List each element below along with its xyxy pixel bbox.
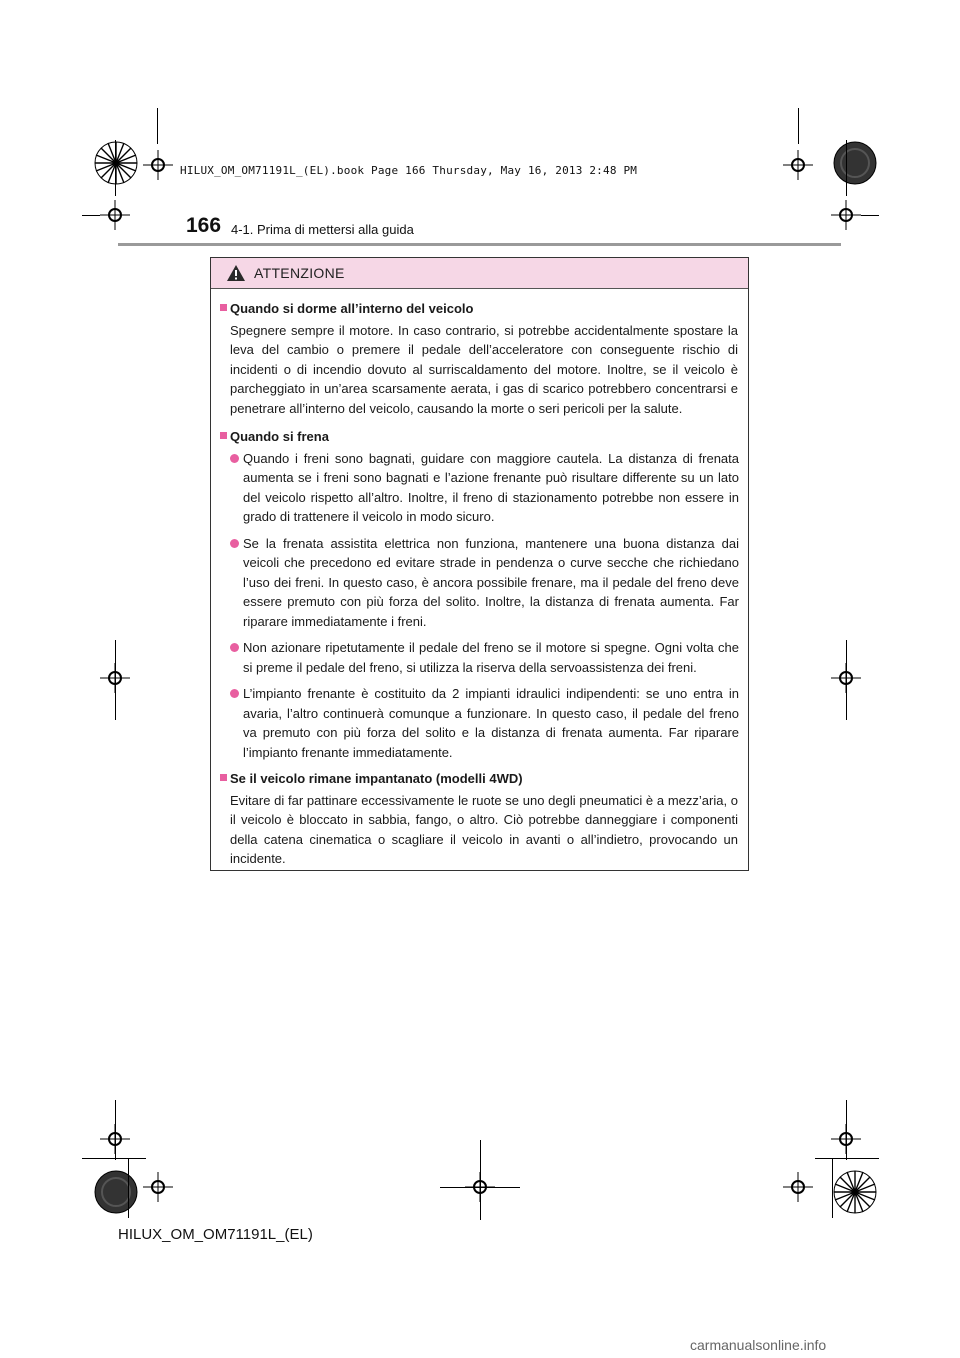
site-watermark: carmanualsonline.info — [690, 1337, 827, 1353]
crop-line — [440, 1187, 520, 1188]
crop-line — [798, 108, 799, 144]
crop-line — [846, 640, 847, 720]
warning-box — [210, 257, 749, 871]
crop-line — [128, 1158, 129, 1218]
bullet-item: Se la frenata assistita elettrica non funziona, mantenere una buona distanza dai veicoli che precedono ed evitare strade in pendenza o curve secche che richiedano l’uso dei freni. In questo caso, è ancora possibile frenare, ma il pedale del freno deve essere premuto con più forza del solito. Inoltre, la distanza di frenata aumenta. Far riparare immediatamente i freni. — [243, 534, 739, 632]
crop-line — [480, 1140, 481, 1220]
bullet-item: Non azionare ripetutamente il pedale del freno se il motore si spegne. Ogni volta che si preme il pedale del freno, si utilizza la riserva della servoassistenza dei freni. — [243, 638, 739, 677]
crosshair-icon — [100, 200, 130, 230]
crosshair-icon — [143, 1172, 173, 1202]
warning-section — [211, 299, 748, 418]
square-bullet-icon — [220, 774, 227, 781]
crop-line — [115, 640, 116, 720]
square-bullet-icon — [220, 432, 227, 439]
warning-section — [211, 427, 748, 762]
circle-bullet-icon — [230, 643, 239, 652]
crop-line — [846, 140, 847, 196]
book-info: HILUX_OM_OM71191L_(EL).book Page 166 Thursday, May 16, 2013 2:48 PM — [180, 164, 638, 177]
crop-line — [82, 215, 100, 216]
crop-line — [861, 215, 879, 216]
bullet-item: L’impianto frenante è costituito da 2 impianti idraulici indipendenti: se uno entra in avaria, l’altro continuerà comunque a funzionare. In questo caso, il pedale del freno va premuto con più forza del solito e la distanza di frenata aumenta. Far riparare l’impianto frenante immediatamente. — [243, 684, 739, 762]
page-number: 166 — [186, 214, 222, 237]
bullet-item: Quando i freni sono bagnati, guidare con maggiore cautela. La distanza di frenata aumenta se i freni sono bagnati e l’azione frenante può risultare differente su un lato del veicolo rispetto all’altro. Inoltre, il freno di stazionamento potrebbe non essere in grado di trattenere il veicolo in modo sicuro. — [243, 449, 739, 527]
registration-disc-icon — [833, 141, 877, 185]
square-bullet-icon — [220, 304, 227, 311]
circle-bullet-icon — [230, 539, 239, 548]
warning-header — [211, 258, 748, 289]
section-heading: Quando si frena — [211, 427, 748, 447]
crop-line — [115, 140, 116, 196]
section-text: Spegnere sempre il motore. In caso contrario, si potrebbe accidentalmente spostare la leva del cambio o premere il pedale dell’acceleratore con conseguente rischio di incidenti o di incendio dovuto al surriscaldamento del motore. Inoltre, se il veicolo è parcheggiato in un’area scarsamente aerata, i gas di scarico potrebbero concentrarsi e penetrare all’interno del veicolo, causando la morte o seri pericoli per la salute. — [230, 322, 738, 416]
registration-disc-icon — [94, 1170, 138, 1214]
warning-content — [211, 299, 748, 869]
crop-line — [832, 1158, 833, 1218]
section-heading: Quando si dorme all’interno del veicolo — [211, 299, 748, 319]
footer-model-code: HILUX_OM_OM71191L_(EL) — [118, 1226, 313, 1243]
section-heading: Se il veicolo rimane impantanato (modelli 4WD) — [211, 769, 748, 789]
crosshair-icon — [783, 150, 813, 180]
circle-bullet-icon — [230, 454, 239, 463]
crop-line — [157, 108, 158, 144]
circle-bullet-icon — [230, 689, 239, 698]
crosshair-icon — [143, 150, 173, 180]
crosshair-icon — [783, 1172, 813, 1202]
section-title: 4-1. Prima di mettersi alla guida — [231, 222, 414, 237]
crop-line — [82, 1158, 146, 1159]
header-rule — [118, 243, 841, 246]
registration-starburst-icon — [833, 1170, 877, 1214]
crosshair-icon — [831, 200, 861, 230]
crop-line — [815, 1158, 879, 1159]
registration-starburst-icon — [94, 141, 138, 185]
warning-section — [211, 769, 748, 869]
crop-line — [846, 1100, 847, 1160]
crop-line — [115, 1100, 116, 1160]
warning-triangle-icon — [226, 264, 246, 287]
warning-title: ATTENZIONE — [254, 265, 345, 281]
section-text: Evitare di far pattinare eccessivamente le ruote se uno degli pneumatici è a mezz’aria, o il veicolo è bloccato in sabbia, fango, o altro. Ciò potrebbe danneggiare i componenti della catena cinematica o scagliare il veicolo in avanti o all’indietro, provocando un incidente. — [230, 792, 738, 866]
